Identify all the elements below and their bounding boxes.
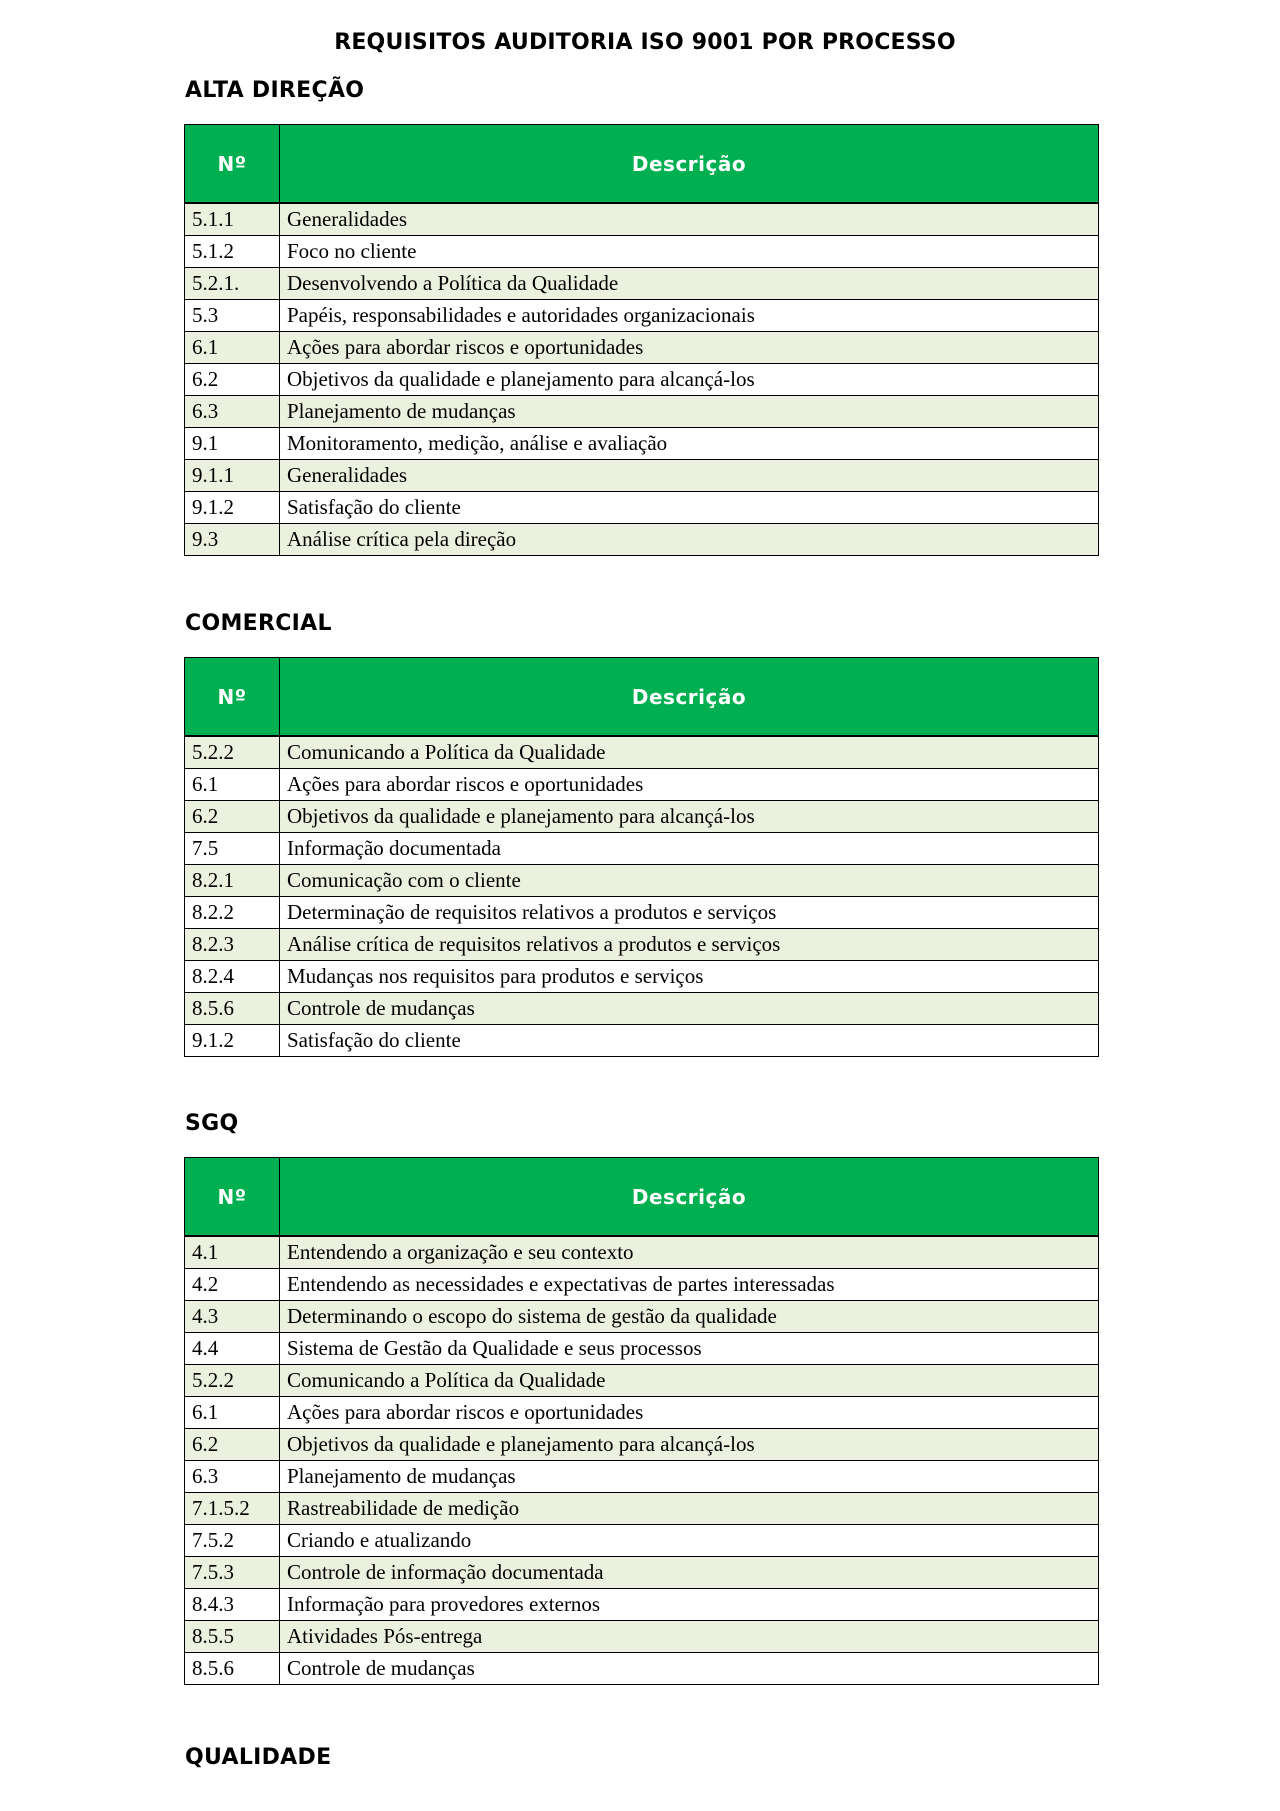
table-row [185,203,1099,236]
requirement-number: 6.2 [185,801,280,833]
table-row [185,1365,1099,1397]
requirement-description: Atividades Pós-entrega [280,1621,1099,1653]
requirement-number: 6.2 [185,1429,280,1461]
requirement-number: 7.1.5.2 [185,1493,280,1525]
requirement-number: 8.4.3 [185,1589,280,1621]
requirement-description: Análise crítica pela direção [280,524,1099,556]
table-row [185,801,1099,833]
requirement-description: Comunicando a Política da Qualidade [280,736,1099,769]
requirement-description: Planejamento de mudanças [280,1461,1099,1493]
table-row [185,1621,1099,1653]
requirement-description: Controle de mudanças [280,993,1099,1025]
requirement-number: 8.2.3 [185,929,280,961]
requirement-description: Objetivos da qualidade e planejamento para alcançá-los [280,364,1099,396]
table-row [185,268,1099,300]
requirement-number: 6.1 [185,332,280,364]
requirement-number: 5.1.1 [185,203,280,236]
requirement-description: Ações para abordar riscos e oportunidades [280,769,1099,801]
table-row [185,1333,1099,1365]
table-row [185,492,1099,524]
column-header-number: Nº [185,658,280,737]
requirement-description: Objetivos da qualidade e planejamento para alcançá-los [280,1429,1099,1461]
requirement-number: 8.2.1 [185,865,280,897]
table-row [185,929,1099,961]
requirement-number: 8.5.6 [185,993,280,1025]
requirement-number: 5.2.2 [185,736,280,769]
requirement-number: 7.5.3 [185,1557,280,1589]
section-heading-qualidade: QUALIDADE [185,1745,332,1770]
requirement-number: 7.5.2 [185,1525,280,1557]
table-row [185,736,1099,769]
requirement-number: 5.3 [185,300,280,332]
requirement-description: Controle de informação documentada [280,1557,1099,1589]
table-row [185,1493,1099,1525]
column-header-number: Nº [185,1158,280,1237]
requirement-description: Rastreabilidade de medição [280,1493,1099,1525]
table-header-row [185,1158,1099,1237]
requirement-description: Generalidades [280,460,1099,492]
requirement-description: Comunicação com o cliente [280,865,1099,897]
table-row [185,332,1099,364]
table-row [185,769,1099,801]
requirement-description: Determinando o escopo do sistema de gestão da qualidade [280,1301,1099,1333]
requirement-description: Informação documentada [280,833,1099,865]
table-row [185,1025,1099,1057]
column-header-number: Nº [185,125,280,204]
requirement-description: Generalidades [280,203,1099,236]
requirement-description: Sistema de Gestão da Qualidade e seus processos [280,1333,1099,1365]
requirement-description: Mudanças nos requisitos para produtos e serviços [280,961,1099,993]
requirement-description: Foco no cliente [280,236,1099,268]
requirement-description: Monitoramento, medição, análise e avaliação [280,428,1099,460]
requirement-number: 6.1 [185,1397,280,1429]
column-header-description: Descrição [280,658,1099,737]
requirement-description: Planejamento de mudanças [280,396,1099,428]
requirement-description: Determinação de requisitos relativos a produtos e serviços [280,897,1099,929]
table-row [185,1397,1099,1429]
table-row [185,1429,1099,1461]
table-row [185,428,1099,460]
requirement-description: Papéis, responsabilidades e autoridades organizacionais [280,300,1099,332]
requirement-number: 6.2 [185,364,280,396]
table-header-row [185,658,1099,737]
requirement-description: Controle de mudanças [280,1653,1099,1685]
requirement-number: 6.3 [185,1461,280,1493]
requirement-number: 5.2.1. [185,268,280,300]
table-row [185,1269,1099,1301]
requirement-description: Satisfação do cliente [280,1025,1099,1057]
table-row [185,1557,1099,1589]
requirement-number: 9.1 [185,428,280,460]
table-header-row [185,125,1099,204]
requirement-number: 5.2.2 [185,1365,280,1397]
table-row [185,1461,1099,1493]
requirement-number: 4.4 [185,1333,280,1365]
table-row [185,1653,1099,1685]
table-row [185,524,1099,556]
table-row [185,1589,1099,1621]
requirement-description: Entendendo as necessidades e expectativas de partes interessadas [280,1269,1099,1301]
table-row [185,1236,1099,1269]
section-heading-sgq: SGQ [185,1111,239,1136]
table-row [185,460,1099,492]
requirement-description: Desenvolvendo a Política da Qualidade [280,268,1099,300]
section-heading-alta-direcao: ALTA DIREÇÃO [185,78,365,103]
requirement-number: 7.5 [185,833,280,865]
requirement-number: 8.2.2 [185,897,280,929]
column-header-description: Descrição [280,125,1099,204]
requirement-number: 6.3 [185,396,280,428]
requirements-table-alta-direcao [184,124,1099,556]
table-row [185,396,1099,428]
requirement-number: 5.1.2 [185,236,280,268]
requirement-number: 9.1.2 [185,1025,280,1057]
table-row [185,993,1099,1025]
table-row [185,364,1099,396]
requirements-table-comercial [184,657,1099,1057]
table-row [185,236,1099,268]
requirement-number: 4.1 [185,1236,280,1269]
column-header-description: Descrição [280,1158,1099,1237]
requirement-description: Ações para abordar riscos e oportunidades [280,1397,1099,1429]
requirement-number: 4.2 [185,1269,280,1301]
requirements-table-sgq [184,1157,1099,1685]
requirement-number: 4.3 [185,1301,280,1333]
requirement-number: 6.1 [185,769,280,801]
requirement-number: 9.1.1 [185,460,280,492]
table-row [185,897,1099,929]
requirement-description: Análise crítica de requisitos relativos a produtos e serviços [280,929,1099,961]
requirement-description: Entendendo a organização e seu contexto [280,1236,1099,1269]
table-row [185,1525,1099,1557]
requirement-description: Comunicando a Política da Qualidade [280,1365,1099,1397]
requirement-description: Informação para provedores externos [280,1589,1099,1621]
table-row [185,833,1099,865]
requirement-number: 8.5.5 [185,1621,280,1653]
table-row [185,865,1099,897]
requirement-description: Ações para abordar riscos e oportunidades [280,332,1099,364]
table-row [185,961,1099,993]
requirement-description: Satisfação do cliente [280,492,1099,524]
section-heading-comercial: COMERCIAL [185,611,332,636]
requirement-number: 8.5.6 [185,1653,280,1685]
table-row [185,300,1099,332]
requirement-description: Criando e atualizando [280,1525,1099,1557]
table-row [185,1301,1099,1333]
requirement-number: 9.3 [185,524,280,556]
requirement-number: 8.2.4 [185,961,280,993]
requirement-number: 9.1.2 [185,492,280,524]
document-title: REQUISITOS AUDITORIA ISO 9001 POR PROCESSO [334,30,956,55]
requirement-description: Objetivos da qualidade e planejamento para alcançá-los [280,801,1099,833]
